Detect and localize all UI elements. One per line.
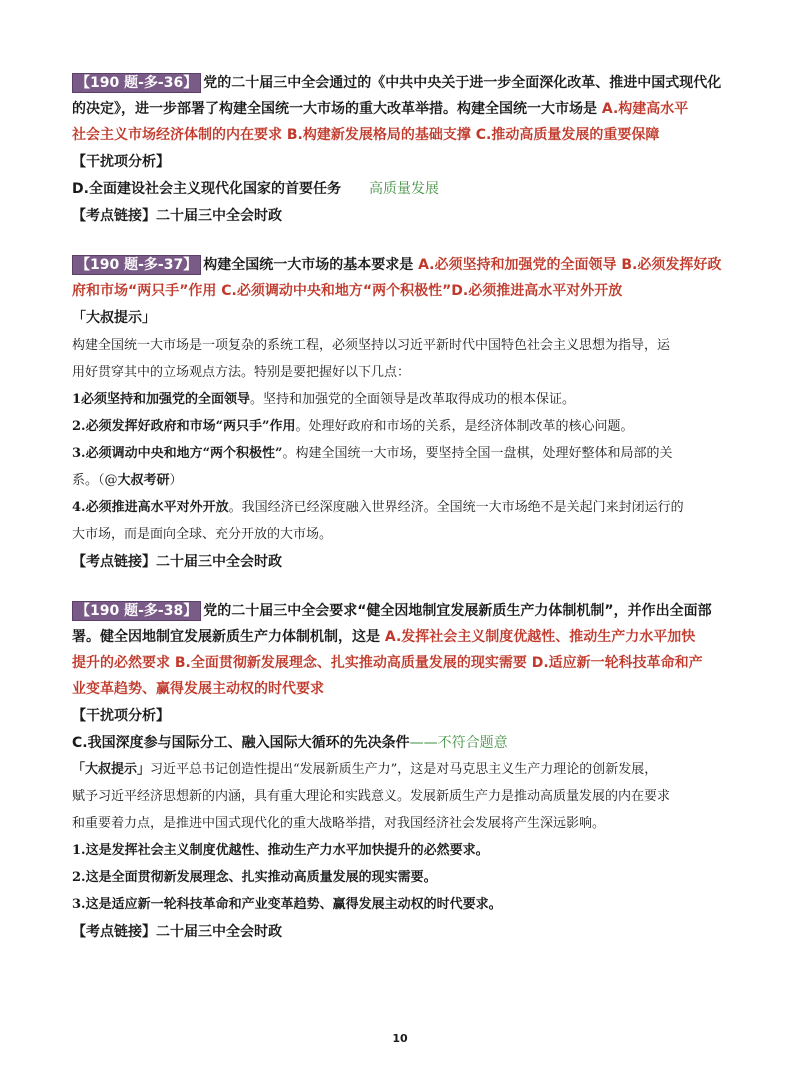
q36-line-3: 社会主义市场经济体制的内在要求 B.构建新发展格局的基础支撑 C.推动高质量发展的重要保障 — [72, 127, 660, 143]
question-37 — [72, 252, 732, 576]
q38-distractor-note: ——不符合题意 — [409, 735, 508, 751]
q38-item-1: 1.这是发挥社会主义制度优越性、推动生产力水平加快提升的必然要求。 — [72, 843, 489, 858]
q38-paragraph: 「大叔提示」习近平总书记创造性提出“发展新质生产力”，这是对马克思主义生产力理论的创新发展， 赋予习近平经济思想新的内涵，具有重大理论和实践意义。发展新质生产力是推动高质量发展的内在要求 和重要着力点，是推进中国式现代化的重大战略举措，对我国经济社会发展将产生深远影响。 1.这是发挥社会主义制度优越性、推动生产力水平加快提升的必然要求。 2.这是全面贯彻新发展理念、扎实推动高质量发展的现实需要。 3.这是适应新一轮科技革命和产业变革趋势、赢得发展主动权的时代要求。 — [72, 756, 732, 918]
q38-hint-title: 「大叔提示」 — [72, 762, 151, 777]
q37-line-1: 【190 题-多-37】 构建全国统一大市场的基本要求是 A.必须坚持和加强党的全面领导 B.必须发挥好政 — [72, 252, 732, 278]
q36-link: 【考点链接】二十届三中全会时政 — [72, 208, 282, 224]
q38-distractor: C.我国深度参与国际分工、融入国际大循环的先决条件——不符合题意 — [72, 735, 508, 751]
q37-hint-title: 「大叔提示」 — [72, 310, 156, 326]
q36-tag: 【190 题-多-36】 — [72, 73, 201, 93]
question-36 — [72, 70, 732, 230]
q37-tag: 【190 题-多-37】 — [72, 255, 201, 275]
q38-item-2: 2.这是全面贯彻新发展理念、扎实推动高质量发展的现实需要。 — [72, 870, 437, 885]
q37-link: 【考点链接】二十届三中全会时政 — [72, 554, 282, 570]
q36-distractor-note: 高质量发展 — [368, 181, 439, 197]
q37-item-3-cont: 系。（@大叔考研） — [72, 473, 183, 488]
q36-line-1: 【190 题-多-36】 党的二十届三中全会通过的《中共中央关于进一步全面深化改革、推进中国式现代化 — [72, 70, 732, 96]
question-38 — [72, 598, 732, 946]
q37-paragraph: 构建全国统一大市场是一项复杂的系统工程，必须坚持以习近平新时代中国特色社会主义思想为指导，运 用好贯穿其中的立场观点方法。特别是要把握好以下几点： 1必须坚持和加强党的全面领导。坚持和加强党的全面领导是改革取得成功的根本保证。 2.必须发挥好政府和市场“两只手”作用。处理好政府和市场的关系，是经济体制改革的核心问题。 3.必须调动中央和地方“两个积极性”。构建全国统一大市场，要坚持全国一盘棋，处理好整体和局部的关 系。（@大叔考研） 4.必须推进高水平对外开放。我国经济已经深度融入世界经济。全国统一大市场绝不是关起门来封闭运行的 大市场，而是面向全球、充分开放的大市场。 — [72, 332, 732, 548]
q38-tag: 【190 题-多-38】 — [72, 601, 201, 621]
q38-line-3: 提升的必然要求 B.全面贯彻新发展理念、扎实推动高质量发展的现实需要 D.适应新一轮科技革命和产 — [72, 655, 703, 671]
q38-line-2: 署。健全因地制宜发展新质生产力体制机制，这是 A.发挥社会主义制度优越性、推动生产力水平加快 — [72, 629, 696, 645]
q36-distractor-title: 【干扰项分析】 — [72, 154, 170, 170]
q38-link: 【考点链接】二十届三中全会时政 — [72, 924, 282, 940]
q37-item-1: 1必须坚持和加强党的全面领导。坚持和加强党的全面领导是改革取得成功的根本保证。 — [72, 392, 576, 407]
q38-distractor-title: 【干扰项分析】 — [72, 708, 170, 724]
q38-line-4: 业变革趋势、赢得发展主动权的时代要求 — [72, 681, 324, 697]
q36-distractor: D.全面建设社会主义现代化国家的首要任务 高质量发展 — [72, 181, 439, 197]
document-page — [72, 70, 732, 946]
q37-item-4: 4.必须推进高水平对外开放。我国经济已经深度融入世界经济。全国统一大市场绝不是关起门来封闭运行的 — [72, 500, 684, 515]
page-number: 10 — [392, 1032, 408, 1045]
q37-line-2: 府和市场“两只手”作用 C.必须调动中央和地方“两个积极性”D.必须推进高水平对外开放 — [72, 283, 623, 299]
q37-item-2: 2.必须发挥好政府和市场“两只手”作用。处理好政府和市场的关系，是经济体制改革的核心问题。 — [72, 419, 634, 434]
q36-line-2: 的决定》，进一步部署了构建全国统一大市场的重大改革举措。构建全国统一大市场是 A.构建高水平 — [72, 101, 689, 117]
q38-item-3: 3.这是适应新一轮科技革命和产业变革趋势、赢得发展主动权的时代要求。 — [72, 897, 502, 912]
q37-item-4-cont: 大市场，而是面向全球、充分开放的大市场。 — [72, 527, 333, 542]
q37-item-3: 3.必须调动中央和地方“两个积极性”。构建全国统一大市场，要坚持全国一盘棋，处理好整体和局部的关 — [72, 446, 673, 461]
q38-line-1: 【190 题-多-38】 党的二十届三中全会要求“健全因地制宜发展新质生产力体制机制”，并作出全面部 — [72, 598, 732, 624]
